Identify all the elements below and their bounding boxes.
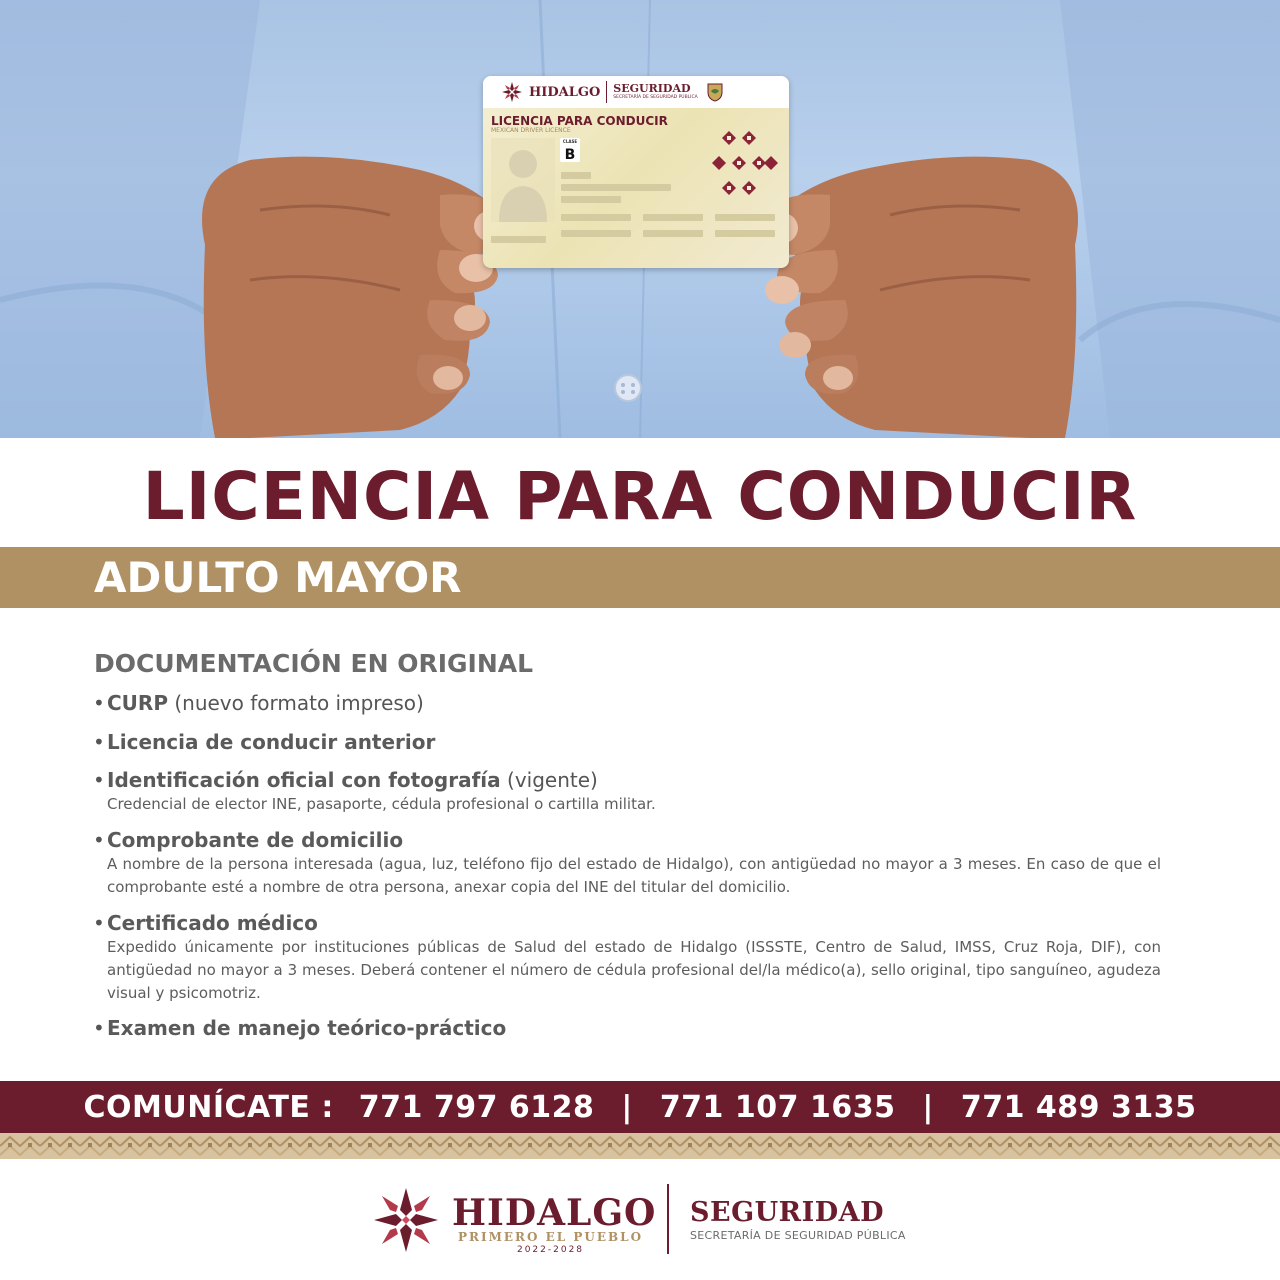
subtitle-band <box>0 547 1280 608</box>
contact-label: COMUNÍCATE : <box>83 1090 334 1125</box>
license-class-label: CLASE <box>562 139 578 144</box>
page-title: LICENCIA PARA CONDUCIR <box>142 458 1138 535</box>
requirement-item: • Licencia de conducir anterior <box>93 730 436 754</box>
requirement-title: CURP <box>107 691 168 715</box>
requirement-extra: (nuevo formato impreso) <box>167 691 424 715</box>
requirement-title: Identificación oficial con fotografía <box>107 768 501 792</box>
footer-security: SEGURIDAD <box>690 1197 885 1228</box>
decorative-pattern-strip <box>0 1133 1280 1159</box>
card-header <box>483 76 789 108</box>
card-ornament-icon <box>709 126 779 206</box>
requirement-title: Licencia de conducir anterior <box>107 730 436 754</box>
card-subtitle: MEXICAN DRIVER LICENCE <box>491 127 571 134</box>
phone-separator: | <box>621 1090 633 1125</box>
requirement-note: Credencial de elector INE, pasaporte, cédula profesional o cartilla militar. <box>107 795 656 813</box>
hidalgo-flower-icon <box>501 81 523 103</box>
state-shield-icon <box>706 82 724 102</box>
card-divider <box>606 81 607 103</box>
requirement-item: • Certificado médico Expedido únicamente por instituciones públicas de Salud del estado de Hidalgo (ISSSTE, Centro de Salud, IMSS, Cruz Roja, DIF), con antigüedad no mayor a 3 meses. Deberá contener el número de cédula profesional del/la médico(a), sello original, tipo sanguíneo, agudeza visual y psicomotriz. <box>93 910 1173 1005</box>
requirement-extra: (vigente) <box>500 768 598 792</box>
contact-bar <box>0 1081 1280 1133</box>
phone-number[interactable]: 771 489 3135 <box>960 1090 1197 1125</box>
requirement-item: • Comprobante de domicilio A nombre de la persona interesada (agua, luz, teléfono fijo del estado de Hidalgo), con antigüedad no mayor a 3 meses. En caso de que el comprobante esté a nombre de otra persona, anexar copia del INE del titular del domicilio. <box>93 827 1173 899</box>
hidalgo-flower-icon <box>372 1186 440 1254</box>
card-security <box>613 83 697 101</box>
documents-heading: DOCUMENTACIÓN EN ORIGINAL <box>94 649 534 678</box>
hero-photo <box>0 0 1280 438</box>
footer-divider <box>667 1184 669 1254</box>
requirement-item: • Identificación oficial con fotografía (vigente) Credencial de elector INE, pasaporte, cédula profesional o cartilla militar. <box>93 767 1173 816</box>
pattern-svg <box>0 1133 1280 1159</box>
card-title: LICENCIA PARA CONDUCIR <box>491 114 668 128</box>
requirement-item: • CURP (nuevo formato impreso) <box>93 691 424 715</box>
requirement-title: Comprobante de domicilio <box>107 828 404 852</box>
phone-separator: | <box>922 1090 934 1125</box>
footer-slogan: PRIMERO EL PUEBLO <box>457 1230 644 1244</box>
phone-number[interactable]: 771 107 1635 <box>659 1090 896 1125</box>
license-class-value: B <box>564 147 576 163</box>
requirement-title: Certificado médico <box>107 911 318 935</box>
driver-license-card <box>483 76 789 268</box>
card-security-label: SEGURIDAD <box>613 82 691 96</box>
footer-years: 2022-2028 <box>516 1245 585 1255</box>
footer-brand: HIDALGO <box>452 1192 657 1234</box>
card-brand: HIDALGO <box>529 84 601 100</box>
requirement-title: Examen de manejo teórico-práctico <box>107 1016 507 1040</box>
requirement-note: A nombre de la persona interesada (agua, luz, teléfono fijo del estado de Hidalgo), con antigüedad no mayor a 3 meses. En caso de que el comprobante esté a nombre de otra persona, anexar copia del INE del titular del domicilio. <box>107 855 1161 896</box>
person-silhouette-icon <box>491 138 555 222</box>
license-class-box <box>560 138 580 162</box>
requirement-item: • Examen de manejo teórico-práctico <box>93 1016 507 1040</box>
requirement-note: Expedido únicamente por instituciones públicas de Salud del estado de Hidalgo (ISSSTE, Centro de Salud, IMSS, Cruz Roja, DIF), con antigüedad no mayor a 3 meses. Deberá contener el número de cédula profesional del/la médico(a), sello original, tipo sanguíneo, agudeza visual y psicomotriz. <box>107 938 1161 1002</box>
card-security-sub: SECRETARÍA DE SEGURIDAD PÚBLICA <box>613 95 698 101</box>
footer-security-sub: SECRETARÍA DE SEGURIDAD PÚBLICA <box>690 1229 906 1242</box>
subtitle-text: ADULTO MAYOR <box>94 553 462 602</box>
phone-number[interactable]: 771 797 6128 <box>358 1090 595 1125</box>
